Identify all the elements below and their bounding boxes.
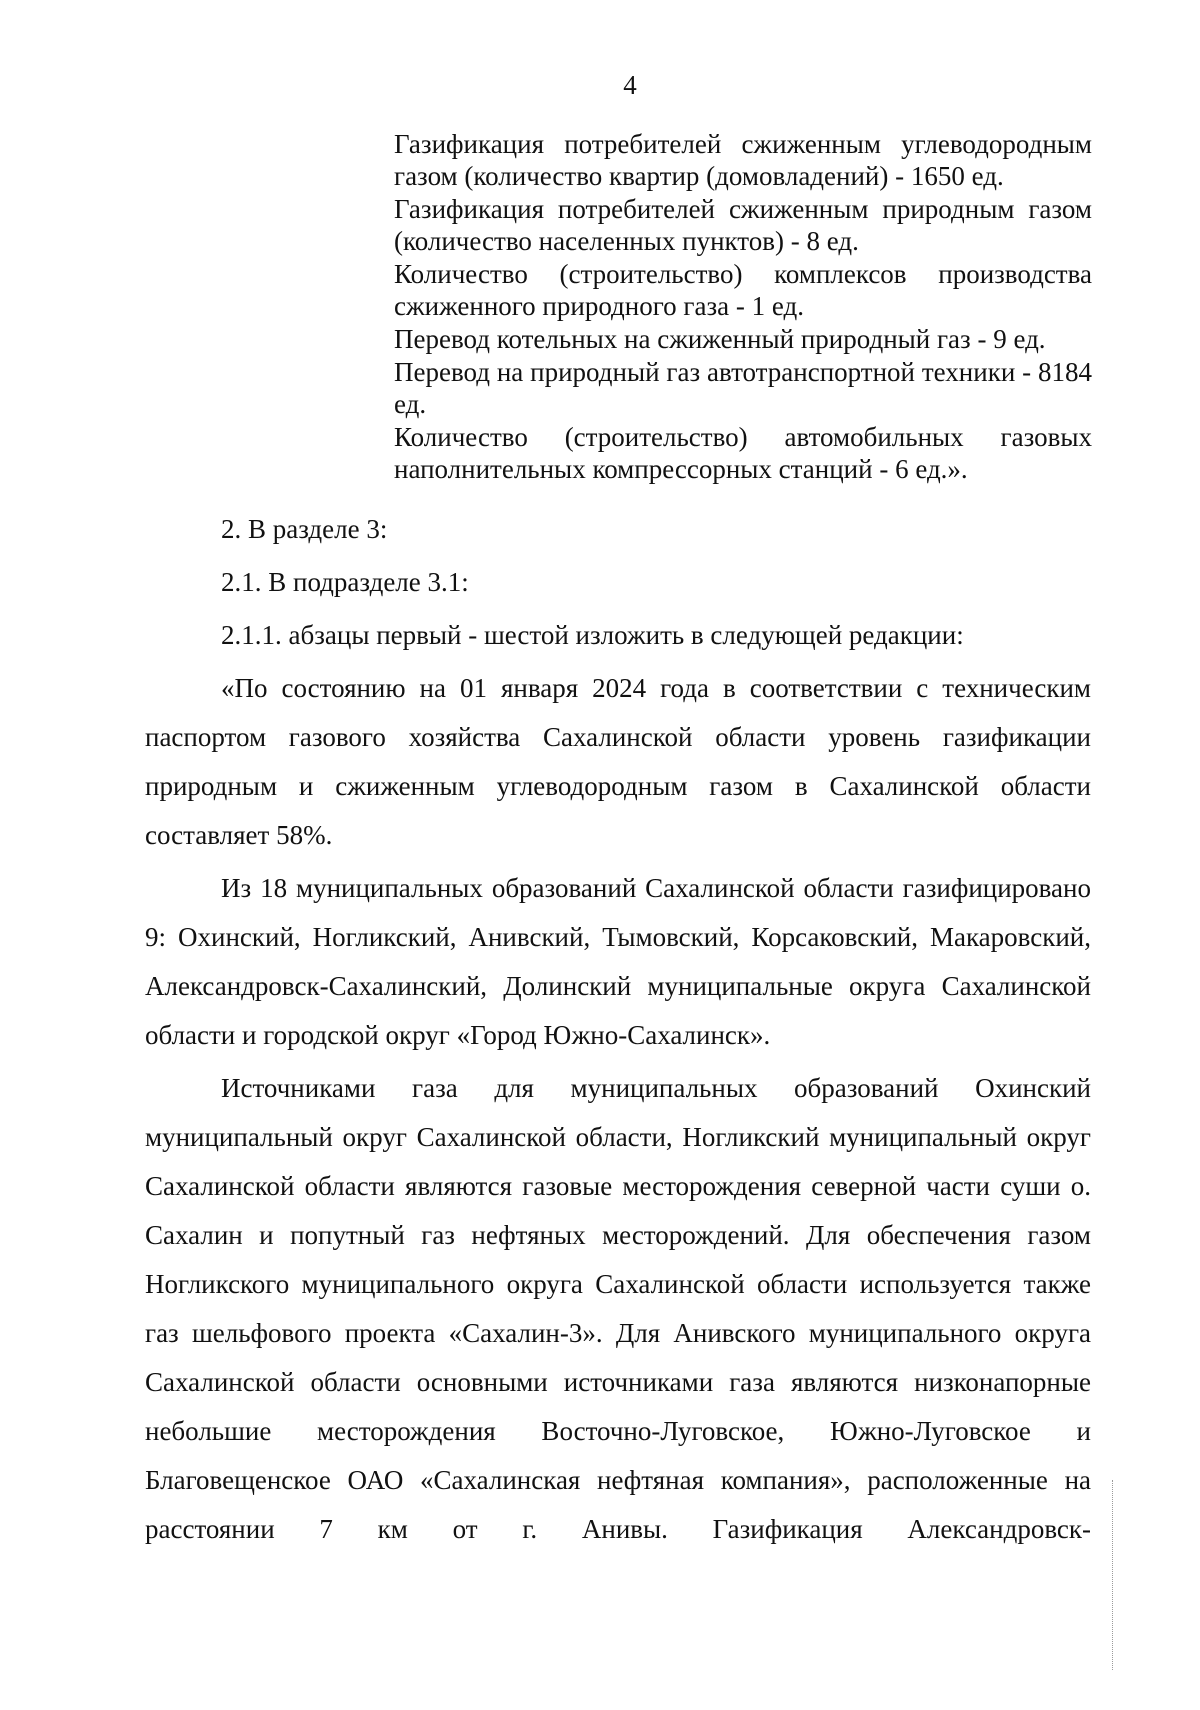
paragraph-municipalities: Из 18 муниципальных образований Сахалинской области газифицировано 9: Охинский, Ногликский, Анивский, Тымовский, Корсаковский, Макаровский, Александровск-Сахалинский, Долинский муниципальные округа Сахалинской области и городской округ «Город Южно-Сахалинск».	[145, 873, 1091, 1050]
indicator-list	[394, 128, 1092, 486]
scan-edge-mark	[1112, 1480, 1114, 1670]
indicator-item: Газификация потребителей сжиженным природным газом (количество населенных пунктов) - 8 ед.	[394, 194, 1092, 256]
indicator-item: Газификация потребителей сжиженным углеводородным газом (количество квартир (домовладений) - 1650 ед.	[394, 129, 1092, 191]
indicator-item: Перевод на природный газ автотранспортной техники - 8184 ед.	[394, 357, 1092, 419]
subsection-item: 2.1. В подразделе 3.1:	[221, 567, 469, 597]
indicator-item: Перевод котельных на сжиженный природный газ - 9 ед.	[394, 324, 1046, 354]
paragraph-gasification-level: «По состоянию на 01 января 2024 года в соответствии с техническим паспортом газового хозяйства Сахалинской области уровень газификации природным и сжиженным углеводородным газом в Сахалинской области составляет 58%.	[145, 673, 1091, 850]
instruction-item: 2.1.1. абзацы первый - шестой изложить в следующей редакции:	[221, 620, 964, 650]
page-number: 4	[623, 70, 637, 100]
paragraph-gas-sources: Источниками газа для муниципальных образований Охинский муниципальный округ Сахалинской области, Ногликский муниципальный округ Сахалинской области являются газовые месторождения северной части суши о. Сахалин и попутный газ нефтяных месторождений. Для обеспечения газом Ногликского муниципального округа Сахалинской области используется также газ шельфового проекта «Сахалин-3». Для Анивского муниципального округа Сахалинской области основными источниками газа являются низконапорные небольшие месторождения Восточно-Луговское, Южно-Луговское и Благовещенское ОАО «Сахалинская нефтяная компания», расположенные на расстоянии 7 км от г. Анивы. Газификация Александровск-	[145, 1073, 1091, 1544]
document-body	[145, 505, 1091, 1554]
indicator-item: Количество (строительство) автомобильных газовых наполнительных компрессорных станций - 6 ед.».	[394, 422, 1092, 484]
indicator-item: Количество (строительство) комплексов производства сжиженного природного газа - 1 ед.	[394, 259, 1092, 321]
section-item: 2. В разделе 3:	[221, 514, 388, 544]
